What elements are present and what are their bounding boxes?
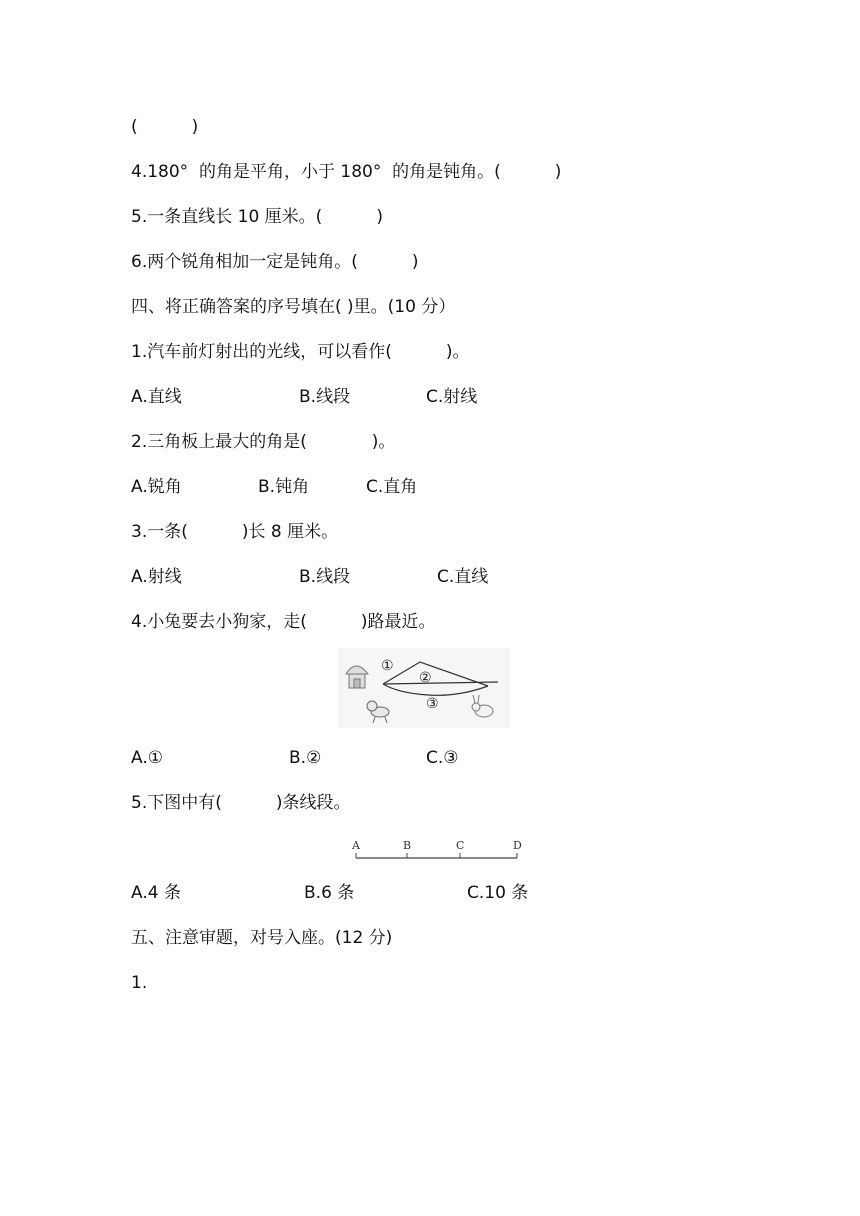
line-blank-answer: ( ) xyxy=(131,117,199,137)
option-q1-b: B.线段 xyxy=(299,387,351,407)
option-q4-c: C.③ xyxy=(426,748,459,768)
option-q2-a: A.锐角 xyxy=(131,477,182,497)
section-five-heading: 五、注意审题，对号入座。(12 分) xyxy=(131,928,393,948)
section-four-heading: 四、将正确答案的序号填在( )里。(10 分） xyxy=(131,297,456,317)
question-3-length: 3.一条( )长 8 厘米。 xyxy=(131,522,339,542)
option-q3-b: B.线段 xyxy=(299,567,351,587)
question-4-straight-angle: 4.180° 的角是平角，小于 180° 的角是钝角。( ) xyxy=(131,162,562,182)
route-label-1: ① xyxy=(381,658,394,674)
option-q4-a: A.① xyxy=(131,748,163,768)
question-5-line-length: 5.一条直线长 10 厘米。( ) xyxy=(131,207,383,227)
point-b-label: B xyxy=(403,839,412,852)
option-q5-a: A.4 条 xyxy=(131,883,181,903)
option-q2-b: B.钝角 xyxy=(258,477,310,497)
section-five-item-1: 1. xyxy=(131,973,148,993)
route-label-2: ② xyxy=(419,670,432,686)
option-q1-c: C.射线 xyxy=(426,387,478,407)
question-6-acute-sum: 6.两个锐角相加一定是钝角。( ) xyxy=(131,252,419,272)
option-q5-c: C.10 条 xyxy=(467,883,529,903)
question-4-rabbit-route: 4.小兔要去小狗家，走( )路最近。 xyxy=(131,612,436,632)
question-5-segment-count: 5.下图中有( )条线段。 xyxy=(131,793,351,813)
question-2-triangle-ruler: 2.三角板上最大的角是( )。 xyxy=(131,432,396,452)
route-figure xyxy=(338,648,510,728)
option-q5-b: B.6 条 xyxy=(304,883,355,903)
option-q4-b: B.② xyxy=(289,748,322,768)
point-d-label: D xyxy=(513,839,522,852)
route-label-3: ③ xyxy=(426,696,439,712)
point-a-label: A xyxy=(352,839,360,852)
question-1-headlight: 1.汽车前灯射出的光线，可以看作( )。 xyxy=(131,342,470,362)
option-q3-a: A.射线 xyxy=(131,567,182,587)
segment-figure xyxy=(346,836,528,866)
point-c-label: C xyxy=(456,839,465,852)
option-q1-a: A.直线 xyxy=(131,387,182,407)
option-q3-c: C.直线 xyxy=(437,567,489,587)
option-q2-c: C.直角 xyxy=(366,477,418,497)
